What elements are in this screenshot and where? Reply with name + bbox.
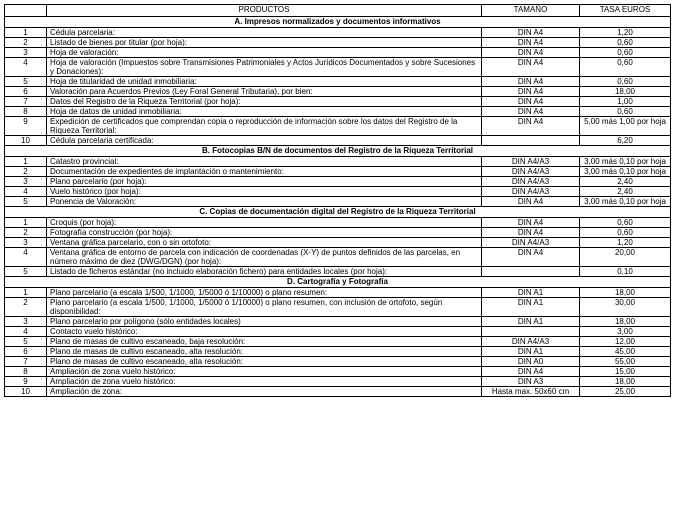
paper-size: DIN A4/A3: [482, 238, 580, 248]
product-description: Plano parcelario por polígono (sólo entidades locales): [47, 317, 482, 327]
table-row: [5, 117, 671, 136]
table-row: [5, 347, 671, 357]
row-number: 9: [5, 117, 47, 136]
row-number: 4: [5, 58, 47, 77]
row-number: 3: [5, 317, 47, 327]
row-number: 2: [5, 228, 47, 238]
section-row: [5, 277, 671, 288]
row-number: 2: [5, 167, 47, 177]
row-number: 3: [5, 238, 47, 248]
row-number: 7: [5, 97, 47, 107]
product-description: Listado de ficheros estándar (no incluido elaboración fichero) para entidades locales (por hoja):: [47, 267, 482, 277]
product-description: Ponencia de Valoración:: [47, 197, 482, 207]
row-number: 4: [5, 187, 47, 197]
product-description: Croquis (por hoja):: [47, 218, 482, 228]
fee-amount: 0,60: [580, 58, 671, 77]
fee-amount: 1,00: [580, 97, 671, 107]
table-row: [5, 48, 671, 58]
fee-amount: 30,00: [580, 298, 671, 317]
paper-size: [482, 327, 580, 337]
row-number: 5: [5, 267, 47, 277]
section-title: D. Cartografía y Fotografía: [5, 277, 671, 288]
fee-amount: 0,60: [580, 228, 671, 238]
table-row: [5, 197, 671, 207]
paper-size: Hasta max. 50x60 cm: [482, 387, 580, 397]
product-description: Cédula parcelaria:: [47, 28, 482, 38]
paper-size: DIN A4: [482, 77, 580, 87]
fee-amount: 45,00: [580, 347, 671, 357]
paper-size: DIN A1: [482, 347, 580, 357]
fee-amount: 18,00: [580, 288, 671, 298]
product-description: Fotografía construcción (por hoja):: [47, 228, 482, 238]
table-row: [5, 377, 671, 387]
table-row: [5, 317, 671, 327]
fee-amount: 18,00: [580, 87, 671, 97]
product-description: Cédula parcelaria certificada:: [47, 136, 482, 146]
product-description: Expedición de certificados que comprendan copia o reproducción de información sobre los datos del Registro de la Riqueza Territorial:: [47, 117, 482, 136]
row-number: 9: [5, 377, 47, 387]
table-row: [5, 288, 671, 298]
fee-amount: 55,00: [580, 357, 671, 367]
paper-size: DIN A4: [482, 218, 580, 228]
product-description: Catastro provincial:: [47, 157, 482, 167]
product-description: Ampliación de zona vuelo histórico:: [47, 367, 482, 377]
paper-size: DIN A4/A3: [482, 177, 580, 187]
row-number: 6: [5, 347, 47, 357]
paper-size: DIN A3: [482, 377, 580, 387]
fee-amount: 18,00: [580, 317, 671, 327]
product-description: Datos del Registro de la Riqueza Territorial (por hoja):: [47, 97, 482, 107]
table-row: [5, 327, 671, 337]
fee-table: [4, 4, 671, 397]
product-description: Plano de masas de cultivo escaneado, alta resolución:: [47, 347, 482, 357]
product-description: Contacto vuelo histórico:: [47, 327, 482, 337]
fee-amount: 0,60: [580, 48, 671, 58]
table-row: [5, 107, 671, 117]
product-description: Documentación de expedientes de implantación o mantenimiento:: [47, 167, 482, 177]
fee-amount: 0,60: [580, 218, 671, 228]
fee-amount: 18,00: [580, 377, 671, 387]
product-description: Hoja de datos de unidad inmobiliaria:: [47, 107, 482, 117]
paper-size: DIN A4/A3: [482, 167, 580, 177]
row-number: 1: [5, 28, 47, 38]
table-row: [5, 298, 671, 317]
paper-size: [482, 136, 580, 146]
header-rate: TASA EUROS: [580, 5, 671, 17]
product-description: Ampliación de zona:: [47, 387, 482, 397]
product-description: Ampliación de zona vuelo histórico:: [47, 377, 482, 387]
row-number: 3: [5, 177, 47, 187]
fee-amount: 2,40: [580, 177, 671, 187]
table-row: [5, 187, 671, 197]
row-number: 7: [5, 357, 47, 367]
fee-amount: 6,20: [580, 136, 671, 146]
fee-amount: 12,00: [580, 337, 671, 347]
row-number: 8: [5, 107, 47, 117]
paper-size: DIN A4: [482, 367, 580, 377]
table-row: [5, 228, 671, 238]
row-number: 4: [5, 248, 47, 267]
table-row: [5, 58, 671, 77]
row-number: 1: [5, 218, 47, 228]
table-body: [5, 17, 671, 397]
table-row: [5, 367, 671, 377]
paper-size: DIN A4/A3: [482, 157, 580, 167]
product-description: Valoración para Acuerdos Previos (Ley Foral General Tributaria), por bien:: [47, 87, 482, 97]
paper-size: [482, 267, 580, 277]
fee-amount: 0,60: [580, 38, 671, 48]
fee-amount: 0,60: [580, 77, 671, 87]
table-row: [5, 167, 671, 177]
fee-amount: 0,60: [580, 107, 671, 117]
row-number: 1: [5, 157, 47, 167]
table-row: [5, 267, 671, 277]
paper-size: DIN A1: [482, 317, 580, 327]
product-description: Hoja de valoración (Impuestos sobre Transmisiones Patrimoniales y Actos Jurídicos Documentados y sobre Sucesiones y Donaciones):: [47, 58, 482, 77]
table-row: [5, 28, 671, 38]
product-description: Plano de masas de cultivo escaneado, baja resolución:: [47, 337, 482, 347]
product-description: Hoja de valoración:: [47, 48, 482, 58]
section-title: C. Copias de documentación digital del Registro de la Riqueza Territorial: [5, 207, 671, 218]
fee-amount: 2,40: [580, 187, 671, 197]
paper-size: DIN A4: [482, 87, 580, 97]
row-number: 5: [5, 77, 47, 87]
fee-amount: 3,00: [580, 327, 671, 337]
section-title: A. Impresos normalizados y documentos informativos: [5, 17, 671, 28]
table-row: [5, 357, 671, 367]
table-row: [5, 38, 671, 48]
row-number: 10: [5, 387, 47, 397]
paper-size: DIN A4: [482, 117, 580, 136]
product-description: Plano parcelario (por hoja):: [47, 177, 482, 187]
product-description: Ventana gráfica parcelario, con o sin ortofoto:: [47, 238, 482, 248]
table-row: [5, 248, 671, 267]
paper-size: DIN A4: [482, 228, 580, 238]
table-row: [5, 77, 671, 87]
product-description: Hoja de titularidad de unidad inmobiliaria:: [47, 77, 482, 87]
product-description: Plano de masas de cultivo escaneado, alta resolución:: [47, 357, 482, 367]
row-number: 6: [5, 87, 47, 97]
table-row: [5, 238, 671, 248]
product-description: Ventana gráfica de entorno de parcela con indicación de coordenadas (X-Y) de puntos definidos de las parcelas, en número máximo de diez (DWG/DGN) (por hoja):: [47, 248, 482, 267]
product-description: Vuelo histórico (por hoja):: [47, 187, 482, 197]
fee-amount: 0,10: [580, 267, 671, 277]
header-number: [5, 5, 47, 17]
fee-amount: 5,00 más 1,00 por hoja: [580, 117, 671, 136]
header-size: TAMAÑO: [482, 5, 580, 17]
table-row: [5, 97, 671, 107]
header-products: PRODUCTOS: [47, 5, 482, 17]
paper-size: DIN A4/A3: [482, 187, 580, 197]
product-description: Plano parcelario (a escala 1/500, 1/1000, 1/5000 ó 1/10000) o plano resumen:: [47, 288, 482, 298]
table-row: [5, 157, 671, 167]
section-row: [5, 207, 671, 218]
paper-size: DIN A4/A3: [482, 337, 580, 347]
paper-size: DIN A1: [482, 288, 580, 298]
row-number: 2: [5, 38, 47, 48]
paper-size: DIN A1: [482, 298, 580, 317]
paper-size: DIN A0: [482, 357, 580, 367]
row-number: 4: [5, 327, 47, 337]
section-row: [5, 146, 671, 157]
row-number: 8: [5, 367, 47, 377]
fee-amount: 3,00 más 0,10 por hoja: [580, 167, 671, 177]
table-row: [5, 87, 671, 97]
table-row: [5, 136, 671, 146]
fee-amount: 20,00: [580, 248, 671, 267]
section-row: [5, 17, 671, 28]
paper-size: DIN A4: [482, 248, 580, 267]
paper-size: DIN A4: [482, 28, 580, 38]
paper-size: DIN A4: [482, 48, 580, 58]
fee-amount: 3,00 más 0,10 por hoja: [580, 197, 671, 207]
product-description: Listado de bienes por titular (por hoja):: [47, 38, 482, 48]
fee-amount: 1,20: [580, 28, 671, 38]
fee-amount: 15,00: [580, 367, 671, 377]
product-description: Plano parcelario (a escala 1/500, 1/1000, 1/5000 ó 1/10000) o plano resumen, con inclusión de ortofoto, según disponibilidad:: [47, 298, 482, 317]
row-number: 2: [5, 298, 47, 317]
paper-size: DIN A4: [482, 38, 580, 48]
row-number: 3: [5, 48, 47, 58]
fee-amount: 1,20: [580, 238, 671, 248]
fee-amount: 25,00: [580, 387, 671, 397]
row-number: 10: [5, 136, 47, 146]
row-number: 5: [5, 337, 47, 347]
table-row: [5, 177, 671, 187]
header-row: [5, 5, 671, 17]
fee-amount: 3,00 más 0,10 por hoja: [580, 157, 671, 167]
table-row: [5, 387, 671, 397]
paper-size: DIN A4: [482, 197, 580, 207]
table-row: [5, 337, 671, 347]
row-number: 5: [5, 197, 47, 207]
row-number: 1: [5, 288, 47, 298]
paper-size: DIN A4: [482, 97, 580, 107]
paper-size: DIN A4: [482, 58, 580, 77]
paper-size: DIN A4: [482, 107, 580, 117]
section-title: B. Fotocopias B/N de documentos del Registro de la Riqueza Territorial: [5, 146, 671, 157]
table-row: [5, 218, 671, 228]
